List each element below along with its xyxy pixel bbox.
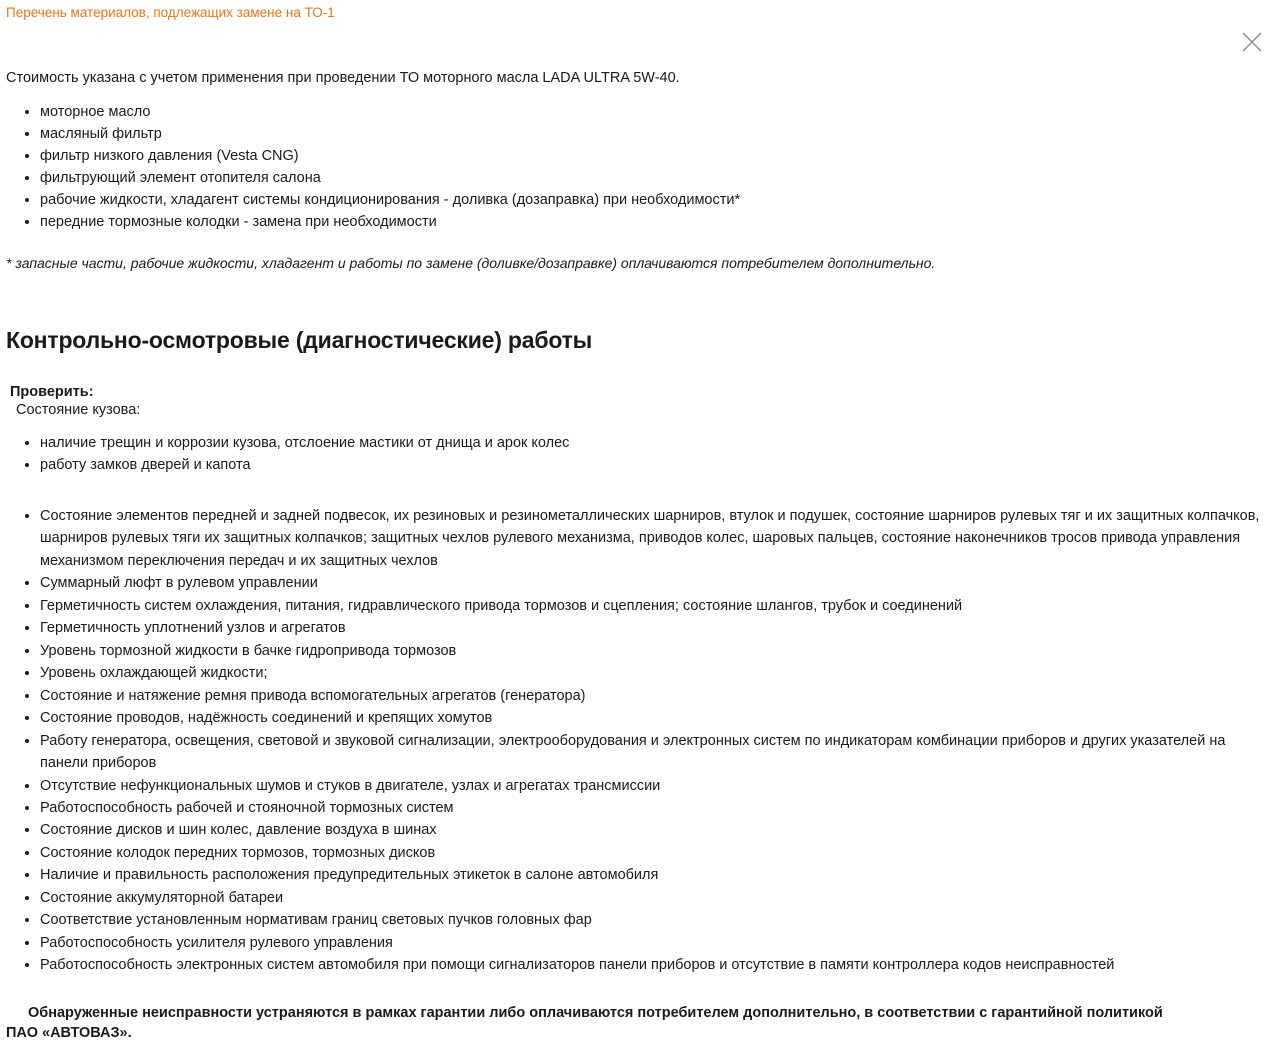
list-item: • Уровень тормозной жидкости в бачке гидропривода тормозов [40, 640, 1268, 662]
footnote: * запасные части, рабочие жидкости, хладагент и работы по замене (доливке/дозаправке) оплачиваются потребителем дополнительно. [6, 254, 936, 271]
list-item: • Состояние проводов, надёжность соединений и крепящих хомутов [40, 707, 1268, 729]
list-item: • моторное масло [40, 101, 1268, 123]
list-item: • передние тормозные колодки - замена при необходимости [40, 211, 1268, 233]
page-title: Перечень материалов, подлежащих замене на ТО-1 [6, 5, 335, 20]
list-item: • Работоспособность усилителя рулевого управления [40, 932, 1268, 954]
list-item: • фильтрующий элемент отопителя салона [40, 167, 1268, 189]
close-icon[interactable] [1238, 28, 1266, 56]
document-content [0, 69, 1274, 1043]
list-item: • Уровень охлаждающей жидкости; [40, 662, 1268, 684]
list-item: • Состояние аккумуляторной батареи [40, 887, 1268, 909]
general-checks-list [6, 505, 1268, 977]
intro-note: Стоимость указана с учетом применения при проведении ТО моторного масла LADA ULTRA 5W-40. [6, 70, 680, 87]
list-item: • Соответствие установленным нормативам границ световых пучков головных фар [40, 909, 1268, 931]
closing-line-2: ПАО «АВТОВАЗ». [6, 1025, 132, 1042]
list-item: • Герметичность уплотнений узлов и агрегатов [40, 617, 1268, 639]
sub-label: Состояние кузова: [16, 401, 141, 418]
closing-paragraph [6, 1003, 1268, 1043]
materials-list [6, 101, 1268, 233]
list-item: • Состояние колодок передних тормозов, тормозных дисков [40, 842, 1268, 864]
list-item: • Состояние элементов передней и задней подвесок, их резиновых и резинометаллических шарниров, втулок и подушек, состояние шарниров рулевых тяг и их защитных колпачков, шарниров рулевых тяги их защитных колпачков; защитных чехлов рулевого механизма, приводов колес, шаровых пальцев, состояние наконечников тросов привода управления механизмом переключения передач и их защитных чехлов [40, 505, 1268, 572]
check-label: Проверить: [10, 383, 94, 400]
list-item: • Герметичность систем охлаждения, питания, гидравлического привода тормозов и сцепления; состояние шлангов, трубок и соединений [40, 595, 1268, 617]
list-item: • Работоспособность рабочей и стояночной тормозных систем [40, 797, 1268, 819]
list-item: • масляный фильтр [40, 123, 1268, 145]
list-item: • работу замков дверей и капота [40, 454, 1268, 476]
list-item: • Работу генератора, освещения, световой и звуковой сигнализации, электрооборудования и электронных систем по индикаторам комбинации приборов и других указателей на панели приборов [40, 730, 1268, 775]
list-item: • Суммарный люфт в рулевом управлении [40, 572, 1268, 594]
list-item: • Работоспособность электронных систем автомобиля при помощи сигнализаторов панели приборов и отсутствие в памяти контроллера кодов неисправностей [40, 954, 1268, 976]
body-checks-list [6, 432, 1268, 477]
list-item: • Состояние дисков и шин колес, давление воздуха в шинах [40, 819, 1268, 841]
list-item: • Наличие и правильность расположения предупредительных этикеток в салоне автомобиля [40, 864, 1268, 886]
list-item: • Отсутствие нефункциональных шумов и стуков в двигателе, узлах и агрегатах трансмиссии [40, 775, 1268, 797]
closing-line-1: Обнаруженные неисправности устраняются в рамках гарантии либо оплачиваются потребителем дополнительно, в соответствии с гарантийной политикой [28, 1004, 1163, 1021]
list-item: • наличие трещин и коррозии кузова, отслоение мастики от днища и арок колес [40, 432, 1268, 454]
section-title: Контрольно-осмотровые (диагностические) работы [6, 326, 593, 353]
list-item: • фильтр низкого давления (Vesta CNG) [40, 145, 1268, 167]
list-item: • рабочие жидкости, хладагент системы кондиционирования - доливка (дозаправка) при необходимости* [40, 189, 1268, 211]
list-item: • Состояние и натяжение ремня привода вспомогательных агрегатов (генератора) [40, 685, 1268, 707]
